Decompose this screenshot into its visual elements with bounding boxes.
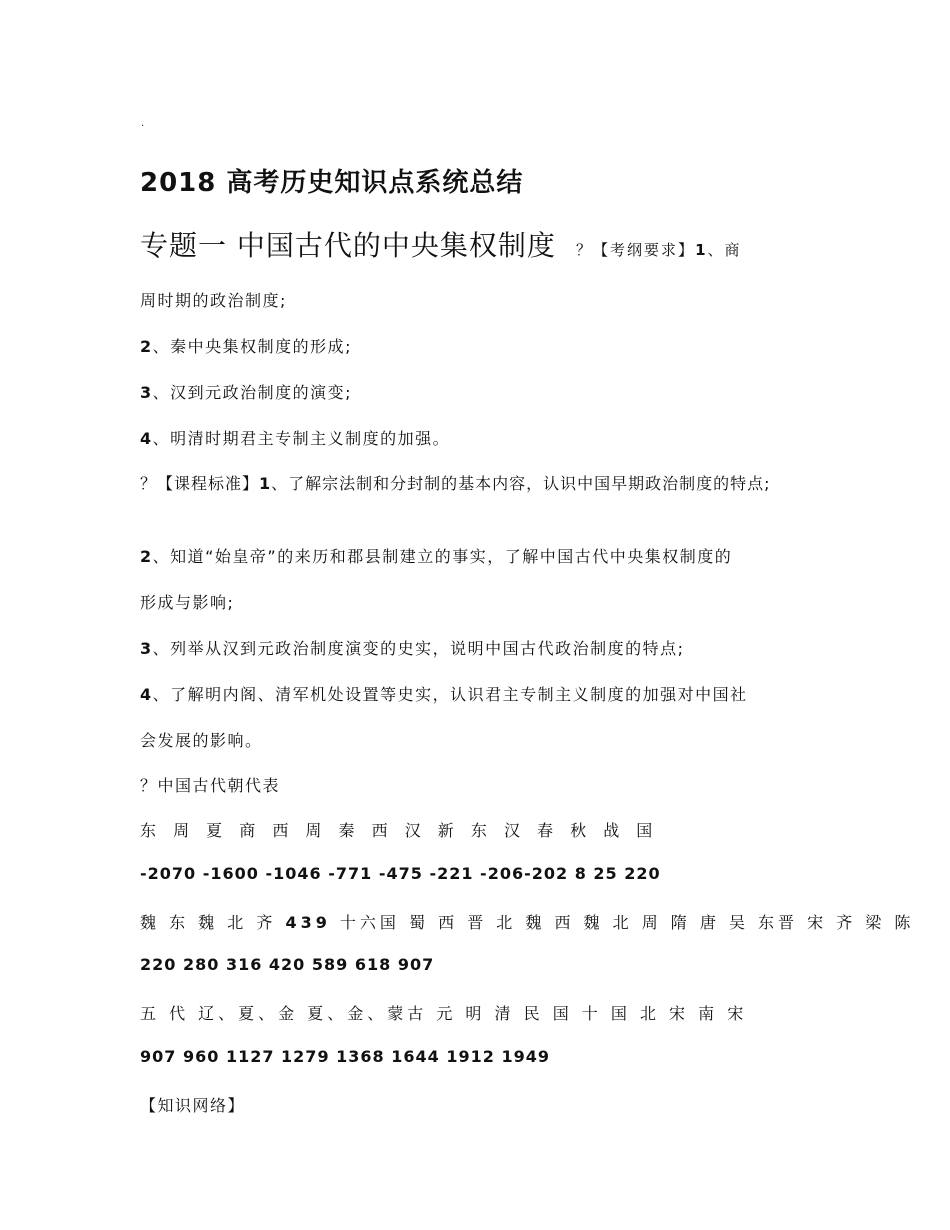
dynasty-row-3-names: 五 代 辽、夏、金 夏、金、蒙古 元 明 清 民 国 十 国 北 宋 南 宋 — [140, 1004, 748, 1023]
curriculum-standard-line-2-cont: 形成与影响; — [140, 593, 235, 612]
requirement-line-1-cont: 周时期的政治制度; — [140, 291, 287, 310]
page-dot: . — [141, 118, 146, 129]
dynasty-row-2-years: 220 280 316 420 589 618 907 — [140, 955, 435, 974]
knowledge-network-heading: 【知识网络】 — [140, 1096, 246, 1115]
requirement-line-2: 2、秦中央集权制度的形成; — [140, 337, 353, 356]
dynasty-row-1-names: 东 周 夏 商 西 周 秦 西 汉 新 东 汉 春 秋 战 国 — [140, 821, 659, 840]
topic-title: 专题一 中国古代的中央集权制度 — [140, 229, 556, 262]
curriculum-standard-line-2: 2、知道“始皇帝”的来历和郡县制建立的事实，了解中国古代中央集权制度的 — [140, 547, 733, 566]
document-title: 2018 高考历史知识点系统总结 — [140, 168, 524, 198]
curriculum-standard-line-1: ？【课程标准】1、了解宗法制和分封制的基本内容，认识中国早期政治制度的特点; — [140, 474, 771, 493]
dynasty-row-1-years: -2070 -1600 -1046 -771 -475 -221 -206-202 8 25 220 — [140, 864, 661, 883]
dynasty-row-2-names: 魏 东 魏 北 齐 439 十六国 蜀 西 晋 北 魏 西 魏 北 周 隋 唐 吴 东晋 宋 齐 梁 陈 — [140, 913, 915, 932]
dynasty-table-heading: ？中国古代朝代表 — [140, 776, 281, 795]
curriculum-standard-line-4: 4、了解明内阁、清军机处设置等史实，认识君主专制主义制度的加强对中国社 — [140, 685, 748, 704]
requirement-line-3: 3、汉到元政治制度的演变; — [140, 383, 353, 402]
curriculum-standard-line-3: 3、列举从汉到元政治制度演变的史实，说明中国古代政治制度的特点; — [140, 639, 685, 658]
requirement-line-4: 4、明清时期君主专制主义制度的加强。 — [140, 429, 451, 448]
syllabus-requirements-label: ？【考纲要求】1、商 — [576, 241, 742, 259]
curriculum-standard-line-4-cont: 会发展的影响。 — [140, 731, 263, 750]
dynasty-row-3-years: 907 960 1127 1279 1368 1644 1912 1949 — [140, 1047, 550, 1066]
topic-heading — [140, 224, 742, 264]
